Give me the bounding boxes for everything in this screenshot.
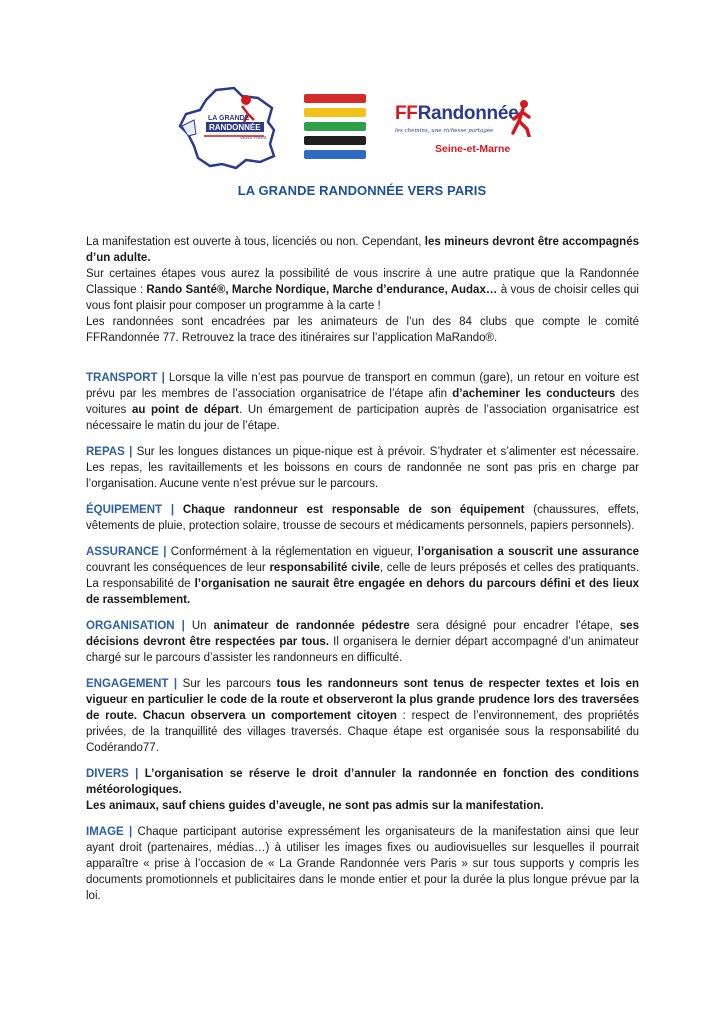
section-label: ÉQUIPEMENT | (86, 504, 175, 516)
section-label: DIVERS | (86, 768, 139, 780)
color-stripe (304, 122, 366, 131)
svg-text:LA GRANDE: LA GRANDE (208, 115, 250, 122)
section-repas: REPAS | Sur les longues distances un pique-nique est à prévoir. S’hydrater et s’alimenter est nécessaire. Les repas, les ravitaillements et les boissons en cours de randonnée ne sont pas pris en charge par l’organisation. Aucune vente n’est prévue sur le parcours. (86, 446, 640, 490)
section-divers (86, 766, 639, 814)
section-engagement: ENGAGEMENT | Sur les parcours tous les randonneurs sont tenus de respecter textes et lois en vigueur en particulier le code de la route et observeront la plus grande prudence lors des traversées de route. Chacun observera un comportement citoyen : respect de l’environnement, des propriétés privées, de la tranquillité des villages traversés. Chaque étape est organisée sous la responsabilité du Codérando77. (86, 678, 639, 754)
section-label: ENGAGEMENT | (86, 678, 178, 690)
ffr-region: Seine-et-Marne (435, 143, 511, 155)
section-label: ASSURANCE | (86, 546, 167, 558)
section-organisation: ORGANISATION | Un animateur de randonnée pédestre sera désigné pour encadrer l’étape, ses décisions devront être respectées par tous. Il organisera le dernier départ accompagné d’un animateur chargé sur le parcours d’assister les randonneurs en difficulté. (86, 620, 639, 664)
svg-text:VERS PARIS: VERS PARIS (240, 135, 267, 140)
color-stripe (304, 150, 366, 159)
section-label: ORGANISATION | (86, 620, 185, 632)
color-stripe (304, 136, 366, 145)
divers-line: DIVERS | L’organisation se réserve le droit d’annuler la randonnée en fonction des conditions météorologiques. (86, 768, 639, 796)
grande-randonnee-logo (176, 86, 286, 170)
color-stripe (304, 108, 366, 117)
section-label: REPAS | (86, 446, 133, 458)
color-stripe (304, 94, 366, 103)
ffr-wordmark: FFRandonnée (395, 103, 519, 124)
section-label: TRANSPORT | (86, 372, 165, 384)
divers-line: Les animaux, sauf chiens guides d’aveugle, ne sont pas admis sur la manifestation. (86, 800, 544, 812)
intro-block (86, 234, 639, 346)
section-assurance: ASSURANCE | Conformément à la réglementation en vigueur, l’organisation a souscrit une assurance couvrant les conséquences de leur responsabilité civile, celle de leurs préposés et celles des pratiquants. La responsabilité de l’organisation ne saurait être engagée en dehors du parcours défini et des lieux de rassemblement. (86, 546, 640, 606)
svg-text:RANDONNÉE: RANDONNÉE (209, 123, 261, 132)
section-image: IMAGE | Chaque participant autorise expressément les organisateurs de la manifestation ainsi que leur ayant droit (partenaires, médias…) à utiliser les images fixes ou audiovisuelles sur lesquelles il pourrait apparaître « prise à l’occasion de « La Grande Randonnée vers Paris » sur tous supports y compris les documents promotionnels et publicitaires dans le monde entier et pour la durée la plus longue prévue par la loi. (86, 826, 639, 902)
intro-paragraph: La manifestation est ouverte à tous, licenciés ou non. Cependant, les mineurs devront être accompagnés d’un adulte. (86, 236, 639, 264)
section-label: IMAGE | (86, 826, 133, 838)
ffrandonnee-logo (395, 103, 535, 165)
ffr-tagline: les chemins, une richesse partagée (395, 128, 494, 134)
color-stripes-logo (304, 94, 366, 160)
section-equipement: ÉQUIPEMENT | Chaque randonneur est responsable de son équipement (chaussures, effets, vêtements de pluie, protection solaire, trousse de secours et médicaments personnels, papiers personnels). (86, 504, 640, 532)
section-transport: TRANSPORT | Lorsque la ville n’est pas pourvue de transport en commun (gare), un retour en voiture est prévu par les membres de l’association organisatrice de l’étape afin d’acheminer les conducteurs des voitures au point de départ. Un émargement de participation auprès de l’association organisatrice est nécessaire le matin du jour de l’étape. (86, 372, 640, 432)
walker-icon (509, 99, 535, 137)
document-title: LA GRANDE RANDONNÉE VERS PARIS (237, 183, 487, 198)
document-body (86, 234, 639, 914)
intro-paragraph: Les randonnées sont encadrées par les animateurs de l’un des 84 clubs que compte le comité FFRandonnée 77. Retrouvez la trace des itinéraires sur l’application MaRando®. (86, 316, 639, 344)
intro-paragraph: Sur certaines étapes vous aurez la possibilité de vous inscrire à une autre pratique que la Randonnée Classique : Rando Santé®, Marche Nordique, Marche d’endurance, Audax… à vous de choisir celles qui vous font plaisir pour composer un programme à la carte ! (86, 268, 639, 312)
